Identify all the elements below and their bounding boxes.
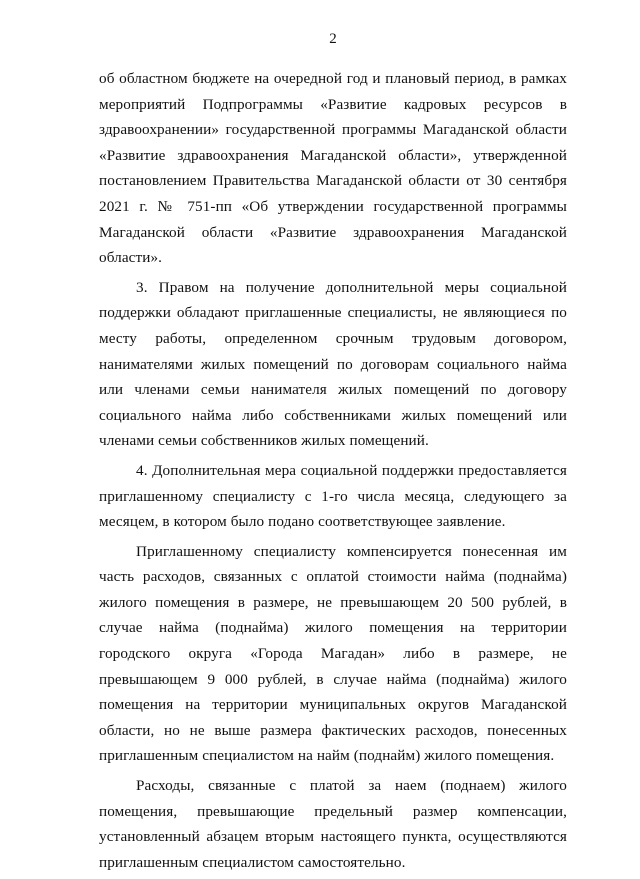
page-number: 2 bbox=[329, 31, 337, 47]
document-page bbox=[99, 30, 567, 879]
paragraph-compensation: Приглашенному специалисту компенсируется понесенная им часть расходов, связанных с оплатой стоимости найма (поднайма) жилого помещения в размере, не превышающем 20 500 рублей, в случае найма (поднайма) жилого помещения на территории городского округа «Города Магадан» либо в размере, не превышающем 9 000 рублей, в случае найма (поднайма) жилого помещения на территории муниципальных округов Магаданской области, но не выше размера фактических расходов, понесенных приглашенным специалистом на найм (поднайм) жилого помещения. bbox=[99, 542, 567, 765]
paragraph-excess-expenses: Расходы, связанные с платой за наем (поднаем) жилого помещения, превышающие предельный размер компенсации, установленный абзацем вторым настоящего пункта, осуществляются приглашенным специалистом самостоятельно. bbox=[99, 777, 567, 871]
paragraph-item-3: 3. Правом на получение дополнительной меры социальной поддержки обладают приглашенные специалисты, не являющиеся по месту работы, определенном срочным трудовым договором, нанимателями жилых помещений по договорам социального найма или членами семьи нанимателя жилых помещений по договору социального найма либо собственниками жилых помещений или членами семьи собственников жилых помещений. bbox=[99, 278, 567, 450]
paragraph-item-4: 4. Дополнительная мера социальной поддержки предоставляется приглашенному специалисту с 1-го числа месяца, следующего за месяцем, в котором было подано соответствующее заявление. bbox=[99, 461, 567, 531]
paragraph-continuation: об областном бюджете на очередной год и плановый период, в рамках мероприятий Подпрограммы «Развитие кадровых ресурсов в здравоохранении» государственной программы Магаданской области «Развитие здравоохранения Магаданской области», утвержденной постановлением Правительства Магаданской области от 30 сентября 2021 г. № 751-пп «Об утверждении государственной программы Магаданской области «Развитие здравоохранения Магаданской области». bbox=[99, 70, 567, 267]
